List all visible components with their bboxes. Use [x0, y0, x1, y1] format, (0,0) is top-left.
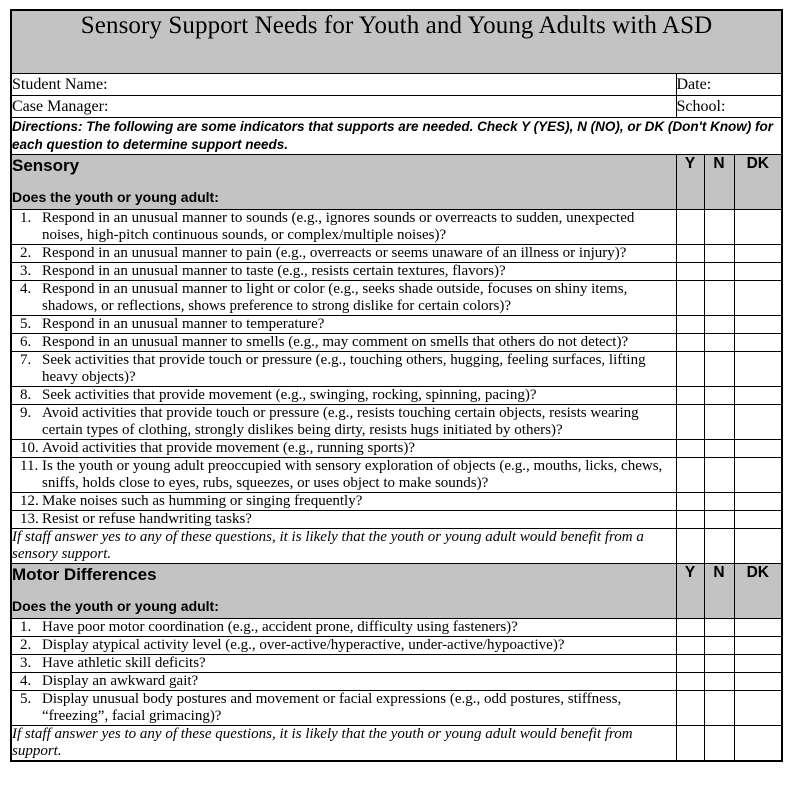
- question-cell: [11, 691, 676, 726]
- answer-checkbox-yes[interactable]: [676, 493, 704, 511]
- question-text: Is the youth or young adult preoccupied with sensory exploration of objects (e.g., mouths, licks, chews, sniffs, holds close to eyes, rubs, squeezes, or uses object to make sounds)?: [42, 458, 663, 491]
- section-header-row: [11, 564, 782, 619]
- answer-checkbox-no[interactable]: [704, 673, 734, 691]
- question-number: 7.: [20, 352, 32, 368]
- col-header-dk: DK: [734, 564, 782, 619]
- question-row: [11, 263, 782, 281]
- section-title: Sensory: [12, 156, 80, 175]
- student-name-row: [11, 74, 782, 96]
- answer-checkbox-dk[interactable]: [734, 691, 782, 726]
- question-cell: [11, 245, 676, 263]
- question-number: 10.: [20, 440, 39, 456]
- question-text: Have athletic skill deficits?: [42, 655, 206, 671]
- answer-checkbox-dk[interactable]: [734, 673, 782, 691]
- note-checkbox-dk[interactable]: [734, 726, 782, 762]
- question-cell: [11, 334, 676, 352]
- question-number: 1.: [20, 210, 32, 226]
- question-cell: [11, 673, 676, 691]
- question-text: Respond in an unusual manner to taste (e.g., resists certain textures, flavors)?: [42, 263, 506, 279]
- directions-text: Directions: The following are some indicators that supports are needed. Check Y (YES), N (NO), or DK (Don't Know) for each question to determine support needs.: [12, 119, 774, 152]
- answer-checkbox-dk[interactable]: [734, 263, 782, 281]
- question-text: Respond in an unusual manner to sounds (e.g., ignores sounds or overreacts to sudden, unexpected noises, high-pitch continuous sounds, or complex/multiple noises)?: [42, 210, 635, 243]
- question-cell: [11, 405, 676, 440]
- question-text: Have poor motor coordination (e.g., accident prone, difficulty using fasteners)?: [42, 619, 518, 635]
- answer-checkbox-yes[interactable]: [676, 405, 704, 440]
- question-number: 9.: [20, 405, 32, 421]
- question-number: 4.: [20, 673, 32, 689]
- note-checkbox-yes[interactable]: [676, 529, 704, 564]
- title-row: [11, 10, 782, 74]
- question-row: [11, 334, 782, 352]
- case-manager-field[interactable]: [11, 96, 676, 118]
- question-number: 8.: [20, 387, 32, 403]
- question-cell: [11, 316, 676, 334]
- answer-checkbox-no[interactable]: [704, 691, 734, 726]
- section-note-text: If staff answer yes to any of these questions, it is likely that the youth or young adult would benefit from a sensory support.: [12, 529, 644, 562]
- question-text: Seek activities that provide touch or pressure (e.g., touching others, hugging, feeling surfaces, lifting heavy objects)?: [42, 352, 646, 385]
- question-row: [11, 245, 782, 263]
- answer-checkbox-dk[interactable]: [734, 352, 782, 387]
- question-number: 4.: [20, 281, 32, 297]
- question-row: [11, 673, 782, 691]
- answer-checkbox-no[interactable]: [704, 263, 734, 281]
- col-header-dk: DK: [734, 155, 782, 210]
- answer-checkbox-yes[interactable]: [676, 334, 704, 352]
- school-label: School:: [676, 98, 726, 115]
- answer-checkbox-yes[interactable]: [676, 387, 704, 405]
- question-text: Resist or refuse handwriting tasks?: [42, 511, 252, 527]
- answer-checkbox-no[interactable]: [704, 493, 734, 511]
- answer-checkbox-dk[interactable]: [734, 316, 782, 334]
- sensory-support-needs-form: [10, 9, 783, 762]
- question-text: Respond in an unusual manner to light or color (e.g., seeks shade outside, focuses on shiny items, shadows, or reflections, shows preference to strong dislike for certain colors)?: [42, 281, 628, 314]
- answer-checkbox-no[interactable]: [704, 281, 734, 316]
- answer-checkbox-no[interactable]: [704, 316, 734, 334]
- answer-checkbox-yes[interactable]: [676, 655, 704, 673]
- section-note-row: [11, 726, 782, 762]
- date-field[interactable]: [676, 74, 782, 96]
- answer-checkbox-yes[interactable]: [676, 245, 704, 263]
- question-text: Avoid activities that provide touch or pressure (e.g., resists touching certain objects, resists wearing certain types of clothing, strongly dislikes being dirty, resists hugs initiated by others)?: [42, 405, 639, 438]
- answer-checkbox-yes[interactable]: [676, 673, 704, 691]
- answer-checkbox-yes[interactable]: [676, 619, 704, 637]
- question-cell: [11, 210, 676, 245]
- question-row: [11, 316, 782, 334]
- answer-checkbox-no[interactable]: [704, 334, 734, 352]
- question-cell: [11, 263, 676, 281]
- answer-checkbox-dk[interactable]: [734, 334, 782, 352]
- question-row: [11, 493, 782, 511]
- answer-checkbox-yes[interactable]: [676, 637, 704, 655]
- case-manager-row: [11, 96, 782, 118]
- question-cell: [11, 352, 676, 387]
- answer-checkbox-no[interactable]: [704, 619, 734, 637]
- question-text: Display atypical activity level (e.g., over-active/hyperactive, under-active/hypoactive)?: [42, 637, 565, 653]
- col-header-yes: Y: [676, 155, 704, 210]
- section-note-cell: [11, 726, 676, 762]
- answer-checkbox-yes[interactable]: [676, 281, 704, 316]
- answer-checkbox-no[interactable]: [704, 387, 734, 405]
- question-row: [11, 440, 782, 458]
- question-row: [11, 619, 782, 637]
- note-checkbox-yes[interactable]: [676, 726, 704, 762]
- answer-checkbox-yes[interactable]: [676, 440, 704, 458]
- question-row: [11, 458, 782, 493]
- note-checkbox-dk[interactable]: [734, 529, 782, 564]
- question-number: 12.: [20, 493, 39, 509]
- col-header-no: N: [704, 564, 734, 619]
- answer-checkbox-yes[interactable]: [676, 263, 704, 281]
- question-number: 11.: [20, 458, 39, 474]
- answer-checkbox-no[interactable]: [704, 458, 734, 493]
- question-text: Display an awkward gait?: [42, 673, 199, 689]
- case-manager-label: Case Manager:: [12, 98, 109, 115]
- answer-checkbox-no[interactable]: [704, 511, 734, 529]
- page-title: Sensory Support Needs for Youth and Young Adults with ASD: [80, 12, 713, 39]
- question-text: Seek activities that provide movement (e.g., swinging, rocking, spinning, pacing)?: [42, 387, 537, 403]
- title-cell: [11, 10, 782, 74]
- question-row: [11, 655, 782, 673]
- answer-checkbox-dk[interactable]: [734, 387, 782, 405]
- date-label: Date:: [676, 76, 712, 93]
- answer-checkbox-dk[interactable]: [734, 493, 782, 511]
- answer-checkbox-no[interactable]: [704, 352, 734, 387]
- section-prompt: Does the youth or young adult:: [12, 189, 219, 205]
- col-header-yes: Y: [676, 564, 704, 619]
- answer-checkbox-no[interactable]: [704, 245, 734, 263]
- section-note-row: [11, 529, 782, 564]
- answer-checkbox-dk[interactable]: [734, 637, 782, 655]
- question-row: [11, 637, 782, 655]
- question-cell: [11, 458, 676, 493]
- question-cell: [11, 281, 676, 316]
- question-number: 3.: [20, 655, 32, 671]
- question-row: [11, 405, 782, 440]
- question-cell: [11, 655, 676, 673]
- section-title: Motor Differences: [12, 565, 157, 584]
- question-row: [11, 281, 782, 316]
- directions-cell: [11, 118, 782, 155]
- question-number: 1.: [20, 619, 32, 635]
- answer-checkbox-no[interactable]: [704, 210, 734, 245]
- answer-checkbox-yes[interactable]: [676, 316, 704, 334]
- section-note-cell: [11, 529, 676, 564]
- col-header-no: N: [704, 155, 734, 210]
- answer-checkbox-yes[interactable]: [676, 458, 704, 493]
- question-number: 5.: [20, 691, 32, 707]
- answer-checkbox-dk[interactable]: [734, 405, 782, 440]
- answer-checkbox-dk[interactable]: [734, 245, 782, 263]
- question-cell: [11, 387, 676, 405]
- question-text: Avoid activities that provide movement (e.g., running sports)?: [42, 440, 415, 456]
- question-number: 5.: [20, 316, 32, 332]
- question-text: Make noises such as humming or singing frequently?: [42, 493, 363, 509]
- answer-checkbox-no[interactable]: [704, 405, 734, 440]
- answer-checkbox-no[interactable]: [704, 440, 734, 458]
- question-number: 2.: [20, 245, 32, 261]
- note-checkbox-no[interactable]: [704, 529, 734, 564]
- question-row: [11, 691, 782, 726]
- answer-checkbox-dk[interactable]: [734, 511, 782, 529]
- question-number: 2.: [20, 637, 32, 653]
- question-row: [11, 352, 782, 387]
- section-note-text: If staff answer yes to any of these questions, it is likely that the youth or young adult would benefit from support.: [12, 726, 633, 759]
- section-header-cell: [11, 155, 676, 210]
- question-row: [11, 511, 782, 529]
- section-header-cell: [11, 564, 676, 619]
- question-cell: [11, 637, 676, 655]
- question-cell: [11, 619, 676, 637]
- question-row: [11, 387, 782, 405]
- question-number: 13.: [20, 511, 39, 527]
- answer-checkbox-dk[interactable]: [734, 281, 782, 316]
- question-cell: [11, 511, 676, 529]
- question-number: 6.: [20, 334, 32, 350]
- question-cell: [11, 493, 676, 511]
- question-cell: [11, 440, 676, 458]
- question-row: [11, 210, 782, 245]
- form-body: [11, 10, 782, 761]
- answer-checkbox-no[interactable]: [704, 655, 734, 673]
- section-prompt: Does the youth or young adult:: [12, 598, 219, 614]
- answer-checkbox-no[interactable]: [704, 637, 734, 655]
- student-name-label: Student Name:: [12, 76, 108, 93]
- note-checkbox-no[interactable]: [704, 726, 734, 762]
- question-number: 3.: [20, 263, 32, 279]
- answer-checkbox-dk[interactable]: [734, 619, 782, 637]
- section-header-row: [11, 155, 782, 210]
- question-text: Respond in an unusual manner to smells (e.g., may comment on smells that others do not detect)?: [42, 334, 629, 350]
- school-field[interactable]: [676, 96, 782, 118]
- answer-checkbox-dk[interactable]: [734, 655, 782, 673]
- question-text: Display unusual body postures and movement or facial expressions (e.g., odd postures, stiffness, “freezing”, facial grimacing)?: [42, 691, 622, 724]
- answer-checkbox-yes[interactable]: [676, 511, 704, 529]
- answer-checkbox-yes[interactable]: [676, 210, 704, 245]
- directions-row: [11, 118, 782, 155]
- answer-checkbox-dk[interactable]: [734, 458, 782, 493]
- answer-checkbox-dk[interactable]: [734, 210, 782, 245]
- answer-checkbox-yes[interactable]: [676, 691, 704, 726]
- answer-checkbox-yes[interactable]: [676, 352, 704, 387]
- answer-checkbox-dk[interactable]: [734, 440, 782, 458]
- question-text: Respond in an unusual manner to pain (e.g., overreacts or seems unaware of an illness or injury)?: [42, 245, 627, 261]
- question-text: Respond in an unusual manner to temperature?: [42, 316, 325, 332]
- student-name-field[interactable]: [11, 74, 676, 96]
